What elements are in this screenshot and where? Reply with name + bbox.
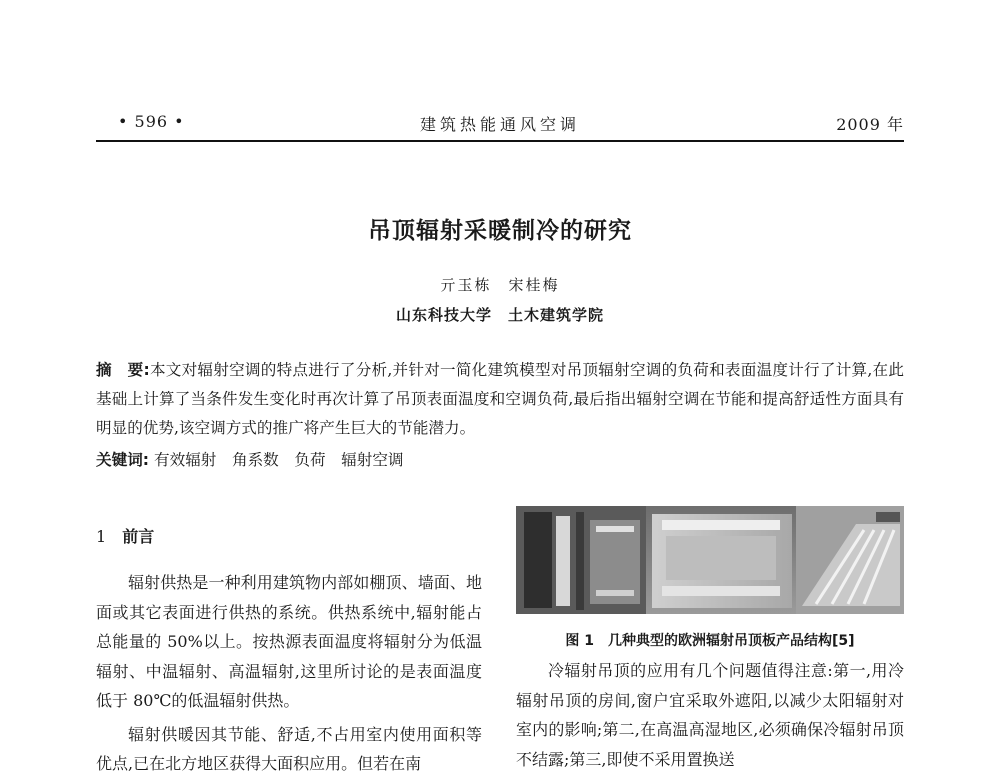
section-number: 1	[96, 527, 107, 546]
figure-caption: 图 1 几种典型的欧洲辐射吊顶板产品结构[5]	[565, 633, 855, 649]
ceiling-panel-photo	[516, 506, 904, 614]
keywords-text: 有效辐射 角系数 负荷 辐射空调	[154, 451, 404, 469]
article-authors: 亓玉栋 宋桂梅	[440, 276, 560, 294]
body-paragraph: 辐射供暖因其节能、舒适,不占用室内使用面积等优点,已在北方地区获得大面积应用。但若在南	[96, 724, 482, 773]
article-title: 吊顶辐射采暖制冷的研究	[368, 218, 632, 244]
body-paragraph: 冷辐射吊顶的应用有几个问题值得注意:第一,用冷辐射吊顶的房间,窗户宜采取外遮阳,以减少太阳辐射对室内的影响;第二,在高温高湿地区,必须确保冷辐射吊顶不结露;第三,即使不采用置换送	[516, 661, 904, 769]
section-title: 前言	[122, 527, 155, 546]
keywords-label: 关键词:	[96, 451, 150, 469]
abstract-label: 摘 要:	[96, 361, 150, 379]
article-affiliation: 山东科技大学 土木建筑学院	[395, 306, 604, 324]
body-paragraph: 辐射供热是一种利用建筑物内部如棚顶、墙面、地面或其它表面进行供热的系统。供热系统中,辐射能占总能量的 50%以上。按热源表面温度将辐射分为低温辐射、中温辐射、高温辐射,这里所讨论的是表面温度低于 80℃的低温辐射供热。	[96, 573, 482, 710]
right-column-body	[516, 656, 904, 774]
journal-name: 建筑热能通风空调	[419, 115, 580, 134]
abstract-text: 本文对辐射空调的特点进行了分析,并针对一简化建筑模型对吊顶辐射空调的负荷和表面温度计行了计算,在此基础上计算了当条件发生变化时再次计算了吊顶表面温度和空调负荷,最后指出辐射空调在节能和提高舒适性方面具有明显的优势,该空调方式的推广将产生巨大的节能潜力。	[96, 361, 904, 437]
publication-year: 2009 年	[836, 115, 904, 134]
figure-image	[516, 506, 904, 614]
left-column-body	[96, 568, 482, 783]
keywords	[96, 446, 904, 475]
header-rule	[96, 140, 904, 142]
section-heading	[96, 524, 154, 547]
page-number: • 596 •	[118, 112, 185, 131]
abstract	[96, 356, 904, 443]
